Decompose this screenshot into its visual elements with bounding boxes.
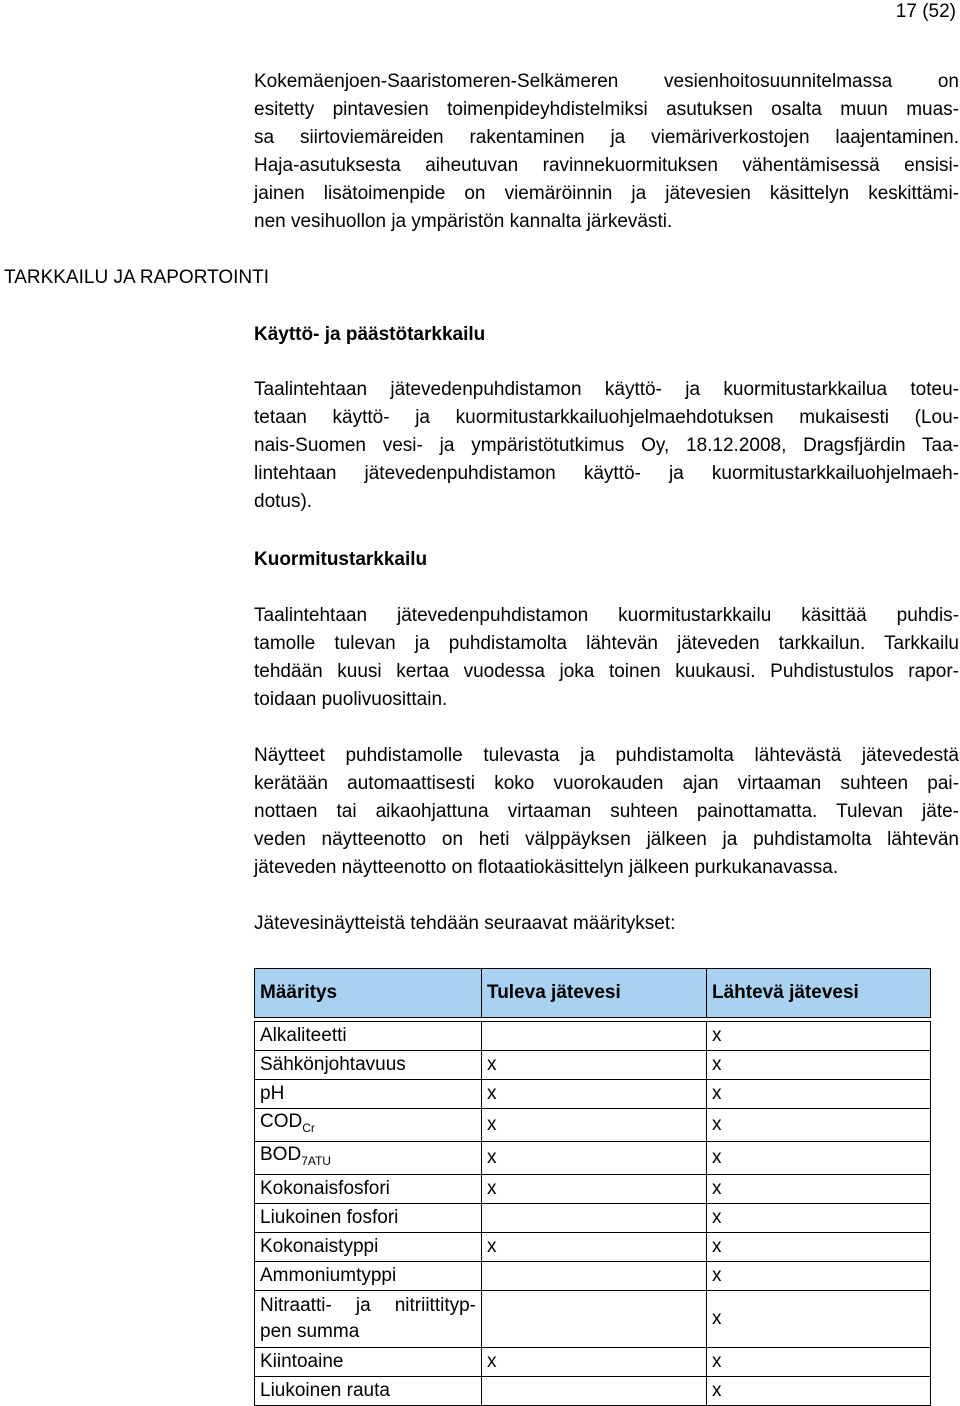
text-line: esitetty pintavesien toimenpideyhdistelmiksi asutuksen osalta muun muas- bbox=[254, 99, 959, 120]
cell-name-sub: Cr bbox=[302, 1120, 315, 1135]
table-row bbox=[255, 1174, 931, 1203]
side-heading: TARKKAILU JA RAPORTOINTI bbox=[4, 267, 270, 288]
cell-out: x bbox=[707, 1376, 931, 1405]
cell-out: x bbox=[707, 1022, 931, 1051]
table-row bbox=[255, 1203, 931, 1232]
table-row bbox=[255, 1347, 931, 1376]
text-line: Taalintehtaan jätevedenpuhdistamon käyttö- ja kuormitustarkkailua toteu- bbox=[254, 379, 959, 400]
cell-name-sub: 7ATU bbox=[301, 1153, 331, 1168]
text-line: nen vesihuollon ja ympäristön kannalta järkevästi. bbox=[254, 211, 673, 232]
cell-in bbox=[482, 1290, 707, 1347]
cell-name: Alkaliteetti bbox=[255, 1022, 482, 1051]
text-line: sa siirtoviemäreiden rakentaminen ja viemäriverkostojen laajentaminen. bbox=[254, 127, 959, 148]
page-number: 17 (52) bbox=[895, 1, 956, 22]
cell-out: x bbox=[707, 1080, 931, 1109]
determinations-table bbox=[254, 968, 931, 1406]
cell-name: Sähkönjohtavuus bbox=[255, 1051, 482, 1080]
cell-out: x bbox=[707, 1347, 931, 1376]
cell-in: x bbox=[482, 1141, 707, 1174]
cell-name: Kiintoaine bbox=[255, 1347, 482, 1376]
cell-out: x bbox=[707, 1232, 931, 1261]
cell-name bbox=[255, 1141, 482, 1174]
cell-name bbox=[255, 1109, 482, 1142]
intro-paragraph bbox=[254, 68, 959, 236]
table-row bbox=[255, 1080, 931, 1109]
cell-name-main: BOD bbox=[260, 1143, 302, 1165]
cell-name-main: COD bbox=[260, 1111, 303, 1132]
text-line: jäteveden näytteenotto on flotaatiokäsittelyn jälkeen purkukanavassa. bbox=[254, 857, 839, 878]
text-line: veden näytteenotto on heti välppäyksen jälkeen ja puhdistamolta lähtevän bbox=[254, 829, 959, 850]
text-line: lintehtaan jätevedenpuhdistamon käyttö- ja kuormitustarkkailuohjelmaeh- bbox=[254, 463, 959, 484]
text-line: nottaen tai aikaohjattuna virtaaman suhteen painottamatta. Tulevan jäte- bbox=[254, 801, 959, 822]
cell-name: Kokonaisfosfori bbox=[255, 1174, 482, 1203]
header-lahteva: Lähtevä jätevesi bbox=[707, 969, 931, 1018]
text-line: Haja-asutuksesta aiheutuvan ravinnekuormituksen vähentämisessä ensisi- bbox=[254, 155, 959, 176]
cell-out: x bbox=[707, 1141, 931, 1174]
header-tuleva: Tuleva jätevesi bbox=[482, 969, 707, 1018]
section-title-kaytto: Käyttö- ja päästötarkkailu bbox=[254, 324, 486, 345]
text-line: Näytteet puhdistamolle tulevasta ja puhdistamolta lähtevästä jätevedestä bbox=[254, 745, 959, 766]
table-row bbox=[255, 1109, 931, 1142]
cell-in: x bbox=[482, 1080, 707, 1109]
cell-name: Kokonaistyppi bbox=[255, 1232, 482, 1261]
header-maaritys: Määritys bbox=[255, 969, 482, 1018]
cell-in: x bbox=[482, 1232, 707, 1261]
cell-name-line: pen summa bbox=[260, 1320, 360, 1342]
cell-in: x bbox=[482, 1051, 707, 1080]
cell-name: Ammoniumtyppi bbox=[255, 1261, 482, 1290]
text-line: Kokemäenjoen-Saaristomeren-Selkämeren vesienhoitosuunnitelmassa on bbox=[254, 71, 959, 92]
text-line: kerätään automaattisesti koko vuorokauden ajan virtaaman suhteen pai- bbox=[254, 773, 959, 794]
table-row bbox=[255, 1261, 931, 1290]
section2-paragraph-2 bbox=[254, 742, 959, 882]
cell-name bbox=[255, 1290, 482, 1347]
cell-in: x bbox=[482, 1174, 707, 1203]
section1-paragraph bbox=[254, 376, 959, 516]
cell-out: x bbox=[707, 1203, 931, 1232]
table-row bbox=[255, 1141, 931, 1174]
text-line: tehdään kuusi kertaa vuodessa joka toinen kuukausi. Puhdistustulos rapor- bbox=[254, 661, 959, 682]
table-row bbox=[255, 1232, 931, 1261]
section2-paragraph-3: Jätevesinäytteistä tehdään seuraavat määritykset: bbox=[254, 913, 676, 934]
text-line: jainen lisätoimenpide on viemäröinnin ja jätevesien käsittelyn keskittämi- bbox=[254, 183, 959, 204]
text-line: tetaan käyttö- ja kuormitustarkkailuohjelmaehdotuksen mukaisesti (Lou- bbox=[254, 407, 959, 428]
section-title-kuormitus: Kuormitustarkkailu bbox=[254, 549, 428, 570]
cell-in: x bbox=[482, 1347, 707, 1376]
section2-paragraph-1 bbox=[254, 602, 959, 714]
table-row bbox=[255, 1051, 931, 1080]
table-row bbox=[255, 1022, 931, 1051]
table-header-row bbox=[255, 969, 931, 1018]
cell-in bbox=[482, 1261, 707, 1290]
cell-in: x bbox=[482, 1109, 707, 1142]
cell-out: x bbox=[707, 1290, 931, 1347]
cell-out: x bbox=[707, 1051, 931, 1080]
cell-name: pH bbox=[255, 1080, 482, 1109]
text-line: nais-Suomen vesi- ja ympäristötutkimus Oy, 18.12.2008, Dragsfjärdin Taa- bbox=[254, 435, 959, 456]
table-row bbox=[255, 1290, 931, 1347]
cell-out: x bbox=[707, 1109, 931, 1142]
cell-out: x bbox=[707, 1261, 931, 1290]
cell-out: x bbox=[707, 1174, 931, 1203]
cell-name: Liukoinen fosfori bbox=[255, 1203, 482, 1232]
text-line: toidaan puolivuosittain. bbox=[254, 689, 448, 710]
text-line: tamolle tulevan ja puhdistamolta lähtevän jäteveden tarkkailun. Tarkkailu bbox=[254, 633, 959, 654]
text-line: Taalintehtaan jätevedenpuhdistamon kuormitustarkkailu käsittää puhdis- bbox=[254, 605, 959, 626]
cell-in bbox=[482, 1203, 707, 1232]
cell-name: Liukoinen rauta bbox=[255, 1376, 482, 1405]
text-line: dotus). bbox=[254, 491, 313, 512]
cell-name-line: Nitraatti- ja nitriittityp- bbox=[260, 1294, 476, 1316]
cell-in bbox=[482, 1022, 707, 1051]
